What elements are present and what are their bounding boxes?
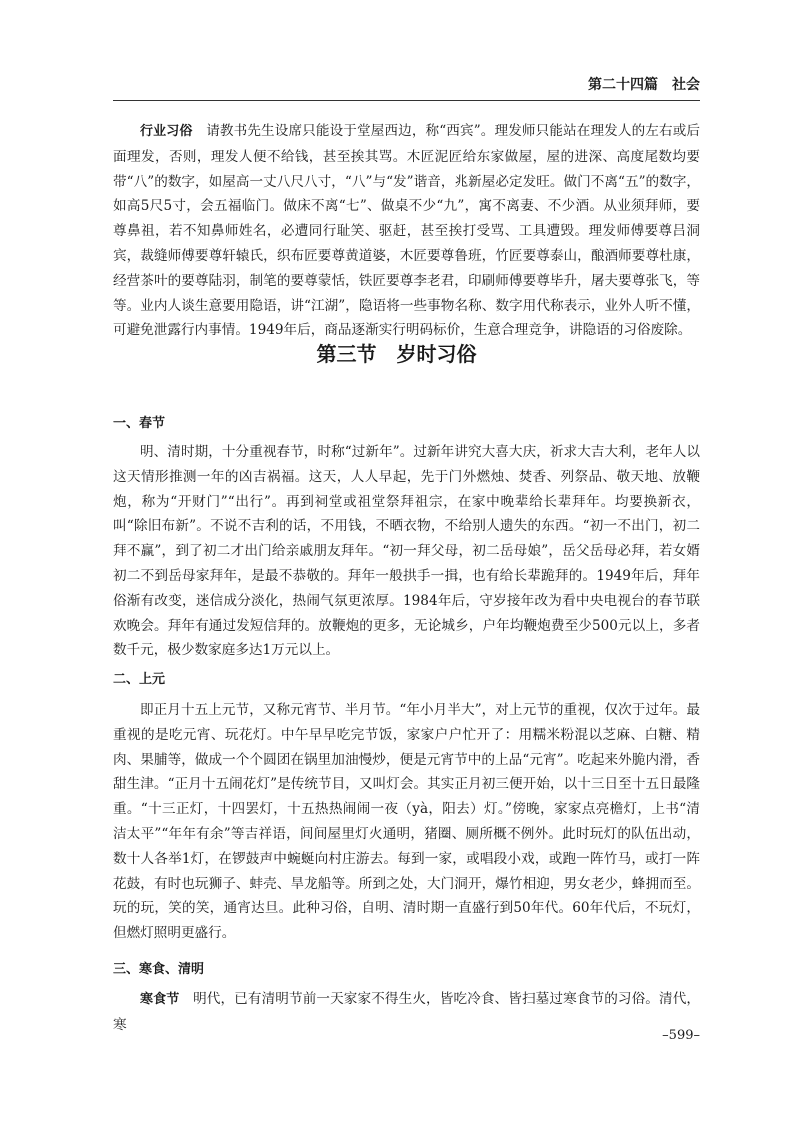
shangyuan-paragraph: 即正月十五上元节，又称元宵节、半月节。“年小月半大”，对上元节的重视，仅次于过年。最重视的是吃元宵、玩花灯。中午早早吃完节饭，家家户户忙开了：用糯米粉混以芝麻、白糖、精肉、果脯等，做成一个个圆团在锅里加油慢炒，便是元宵节中的上品“元宵”。吃起来外脆内滑，香甜生津。“正月十五闹花灯”是传统节目，又叫灯会。其实正月初三便开始，以十三日至十五日最隆重。“十三正灯，十四罢灯，十五热热闹闹一夜（yà，阳去）灯。”傍晚，家家点亮檐灯，上书“清洁太平”“年年有余”等吉祥语，间间屋里灯火通明，猪圈、厕所概不例外。此时玩灯的队伍出动，数十人各举1灯，在锣鼓声中蜿蜒向村庄游去。每到一家，或唱段小戏，或跑一阵竹马，或打一阵花鼓，有时也玩狮子、蚌壳、旱龙船等。所到之处，大门洞开，爆竹相迎，男女老少，蜂拥而至。玩的玩，笑的笑，通宵达旦。此种习俗，自明、清时期一直盛行到50年代。60年代后，不玩灯，但燃灯照明更盛行。 <box>113 702 700 942</box>
hanshi-paragraph <box>113 987 700 1038</box>
paragraph-text: 请教书先生设席只能设于堂屋西边，称“西宾”。理发师只能站在理发人的左右或后面理发，否则，理发人便不给钱，甚至挨其骂。木匠泥匠给东家做屋，屋的进深、高度尾数均要带“八”的数字，如屋高一丈八尺八寸，“八”与“发”谐音，兆新屋必定发旺。做门不离“五”的数字，如高5尺5寸，会五福临门。做床不离“七”、做桌不少“九”，寓不离妻、不少酒。从业须拜师，要尊鼻祖，若不知鼻师姓名，必遭同行耻笑、驱赶，甚至挨打受骂、工具遭毁。理发师傅要尊吕洞宾，裁缝师傅要尊轩辕氏，织布匠要尊黄道婆，木匠要尊鲁班，竹匠要尊泰山，酿酒师要尊杜康，经营茶叶的要尊陆羽，制笔的要尊蒙恬，铁匠要尊李老君，印刷师傅要尊毕升，屠夫要尊张飞，等等。业内人谈生意要用隐语，讲“江湖”，隐语将一些事物名称、数字用代称表示，业外人听不懂，可避免泄露行内事情。1949年后，商品逐渐实行明码标价，生意合理竞争，讲隐语的习俗废除。 <box>113 123 700 339</box>
paragraph-lead: 寒食节 <box>140 992 180 1007</box>
paragraph-text: 明代，已有清明节前一天家家不得生火，皆吃冷食、皆扫墓过寒食节的习俗。清代，寒 <box>113 991 701 1033</box>
subheading-shangyuan: 二、上元 <box>113 672 166 687</box>
section-title: 第三节 岁时习俗 <box>316 342 477 366</box>
page-number: –599– <box>662 1028 700 1043</box>
paragraph-lead: 行业习俗 <box>140 124 193 139</box>
subheading-spring-festival: 一、春节 <box>113 416 166 431</box>
spring-festival-paragraph: 明、清时期，十分重视春节，时称“过新年”。过新年讲究大喜大庆，祈求大吉大利，老年人以这天情形推测一年的凶吉祸福。这天，人人早起，先于门外燃烛、焚香、列祭品、敬天地、放鞭炮，称为“开财门”“出行”。再到祠堂或祖堂祭拜祖宗，在家中晚辈给长辈拜年。均要换新衣，叫“除旧布新”。不说不吉利的话，不用钱，不晒衣物，不给别人遗失的东西。“初一不出门，初二拜不赢”，到了初二才出门给亲戚朋友拜年。“初一拜父母，初二岳母娘”，岳父岳母必拜，若女婿初二不到岳母家拜年，是最不恭敬的。拜年一般拱手一揖，也有给长辈跪拜的。1949年后，拜年俗渐有改变，迷信成分淡化，热闹气氛更浓厚。1984年后，守岁接年改为看中央电视台的春节联欢晚会。拜年有通过发短信拜的。放鞭炮的更多，无论城乡，户年均鞭炮费至少500元以上，多者数千元，极少数家庭多达1万元以上。 <box>113 444 700 659</box>
intro-paragraph <box>113 119 700 343</box>
subheading-hanshi-qingming: 三、寒食、清明 <box>113 962 205 977</box>
running-header: 第二十四篇 社会 <box>588 77 700 93</box>
header-rule <box>113 100 700 101</box>
